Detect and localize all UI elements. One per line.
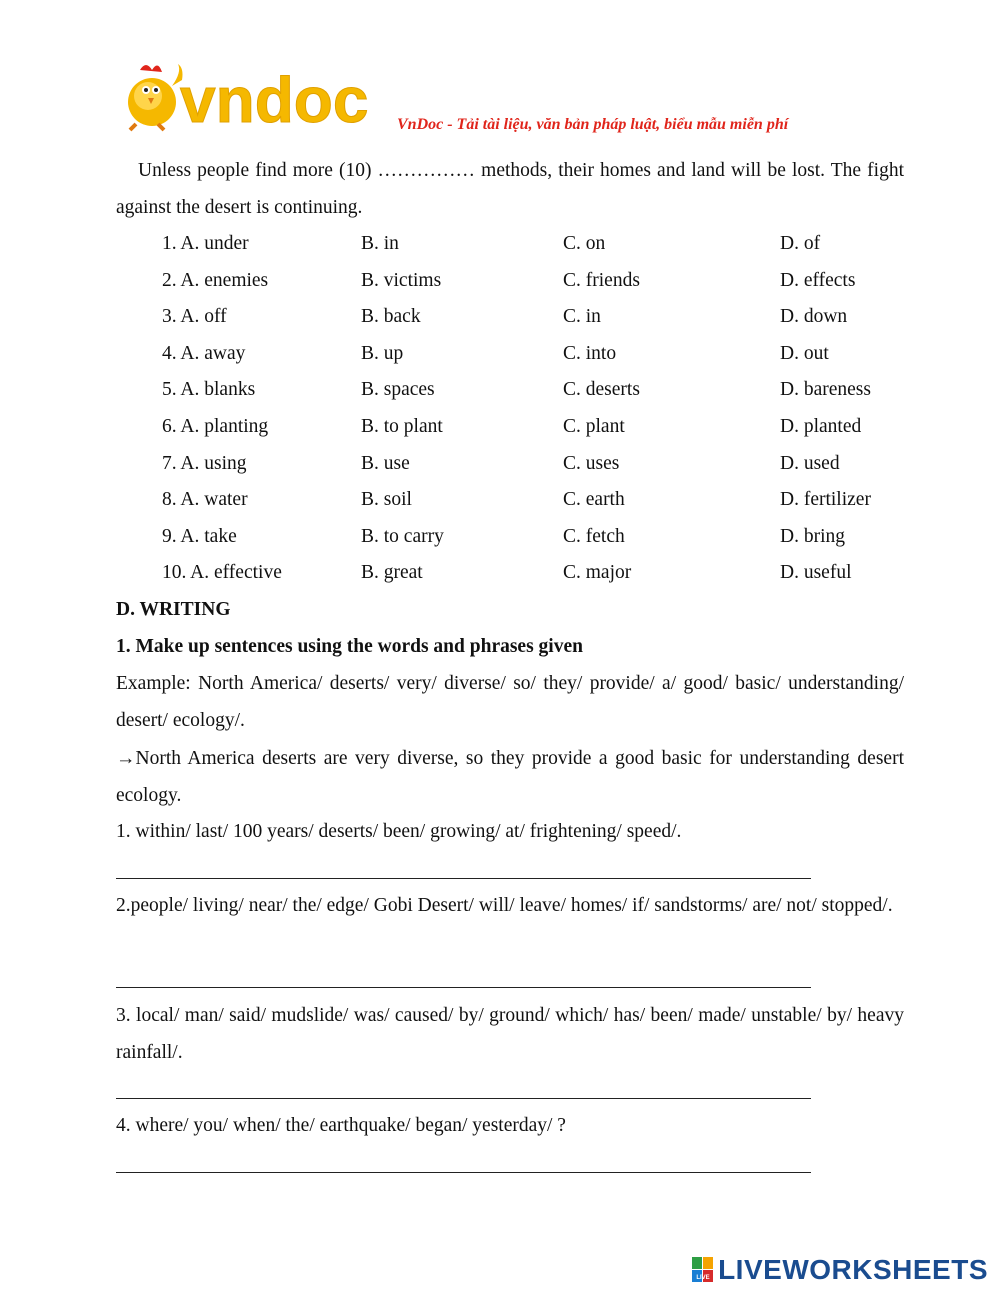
option-c[interactable]: C. deserts bbox=[563, 379, 640, 401]
option-d[interactable]: D. fertilizer bbox=[780, 489, 871, 511]
option-d[interactable]: D. used bbox=[780, 452, 840, 474]
section-heading: D. WRITING bbox=[116, 599, 231, 620]
option-c[interactable]: C. uses bbox=[563, 452, 620, 474]
question-row bbox=[0, 335, 1000, 372]
brand-name: LIVEWORKSHEETS bbox=[718, 1254, 988, 1285]
writing-item-2: 2.people/ living/ near/ the/ edge/ Gobi Desert/ will/ leave/ homes/ if/ sandstorms/ are/ not/ stopped/. bbox=[116, 895, 893, 916]
option-a[interactable]: 1. A. under bbox=[162, 233, 249, 254]
writing-item-4: 4. where/ you/ when/ the/ earthquake/ began/ yesterday/ ? bbox=[116, 1115, 566, 1136]
option-b[interactable]: B. soil bbox=[361, 489, 412, 511]
option-b[interactable]: B. up bbox=[361, 342, 404, 364]
writing-item-3: 3. local/ man/ said/ mudslide/ was/ caused/ by/ ground/ which/ has/ been/ made/ unstable/ by/ heavy rainfall/. bbox=[116, 1005, 904, 1063]
logo-wordmark: vndoc bbox=[180, 64, 369, 136]
live-badge-icon bbox=[692, 1257, 714, 1283]
vndoc-logo bbox=[118, 56, 388, 136]
header-tagline: VnDoc - Tải tài liệu, văn bản pháp luật, biểu mẫu miễn phí bbox=[397, 116, 789, 133]
option-d[interactable]: D. planted bbox=[780, 416, 862, 437]
option-b[interactable]: B. to carry bbox=[361, 525, 444, 547]
task-title: 1. Make up sentences using the words and phrases given bbox=[116, 636, 583, 657]
answer-line-1[interactable] bbox=[116, 878, 811, 879]
option-c[interactable]: C. fetch bbox=[563, 525, 625, 547]
option-b[interactable]: B. great bbox=[361, 562, 423, 584]
example-answer: →North America deserts are very diverse, so they provide a good basic for understanding desert ecology. bbox=[116, 748, 904, 806]
option-c[interactable]: C. plant bbox=[563, 416, 625, 437]
option-d[interactable]: D. of bbox=[780, 233, 821, 254]
option-c[interactable]: C. in bbox=[563, 306, 601, 328]
chicken-mascot-icon bbox=[118, 56, 388, 136]
question-row bbox=[0, 408, 1000, 445]
question-row bbox=[0, 554, 1000, 591]
option-b[interactable]: B. to plant bbox=[361, 416, 443, 437]
option-c[interactable]: C. on bbox=[563, 233, 606, 254]
option-a[interactable]: 9. A. take bbox=[162, 525, 237, 547]
option-b[interactable]: B. victims bbox=[361, 269, 442, 291]
option-a[interactable]: 4. A. away bbox=[162, 342, 246, 364]
option-a[interactable]: 6. A. planting bbox=[162, 416, 269, 437]
option-c[interactable]: C. earth bbox=[563, 489, 625, 511]
example-prompt: Example: North America/ deserts/ very/ diverse/ so/ they/ provide/ a/ good/ basic/ understanding/ desert/ ecology/. bbox=[116, 673, 904, 731]
question-row bbox=[0, 225, 1000, 262]
answer-line-2[interactable] bbox=[116, 987, 811, 988]
option-a[interactable]: 3. A. off bbox=[162, 306, 227, 328]
option-a[interactable]: 2. A. enemies bbox=[162, 269, 269, 291]
option-c[interactable]: C. major bbox=[563, 562, 632, 584]
question-row bbox=[0, 445, 1000, 482]
option-b[interactable]: B. in bbox=[361, 233, 399, 254]
option-c[interactable]: C. friends bbox=[563, 269, 640, 291]
question-row bbox=[0, 298, 1000, 335]
question-row bbox=[0, 371, 1000, 408]
option-d[interactable]: D. useful bbox=[780, 562, 852, 584]
passage-end: Unless people find more (10) …………… methods, their homes and land will be lost. The fight against the desert is continuing. bbox=[116, 160, 904, 218]
option-c[interactable]: C. into bbox=[563, 342, 617, 364]
option-d[interactable]: D. out bbox=[780, 342, 829, 364]
live-badge-text: LIVE bbox=[696, 1275, 710, 1281]
writing-item-1: 1. within/ last/ 100 years/ deserts/ been/ growing/ at/ frightening/ speed/. bbox=[116, 821, 682, 842]
option-d[interactable]: D. down bbox=[780, 306, 848, 328]
liveworksheets-brand bbox=[692, 1252, 988, 1288]
answer-line-4[interactable] bbox=[116, 1172, 811, 1173]
answer-line-3[interactable] bbox=[116, 1098, 811, 1099]
option-b[interactable]: B. spaces bbox=[361, 379, 435, 401]
question-row bbox=[0, 481, 1000, 518]
question-row bbox=[0, 518, 1000, 555]
option-a[interactable]: 8. A. water bbox=[162, 489, 248, 511]
option-b[interactable]: B. use bbox=[361, 452, 410, 474]
option-d[interactable]: D. effects bbox=[780, 269, 856, 291]
option-d[interactable]: D. bring bbox=[780, 525, 845, 547]
option-a[interactable]: 7. A. using bbox=[162, 452, 247, 474]
option-a[interactable]: 5. A. blanks bbox=[162, 379, 256, 401]
option-b[interactable]: B. back bbox=[361, 306, 421, 328]
option-a[interactable]: 10. A. effective bbox=[162, 562, 282, 584]
question-row bbox=[0, 262, 1000, 299]
option-d[interactable]: D. bareness bbox=[780, 379, 871, 401]
